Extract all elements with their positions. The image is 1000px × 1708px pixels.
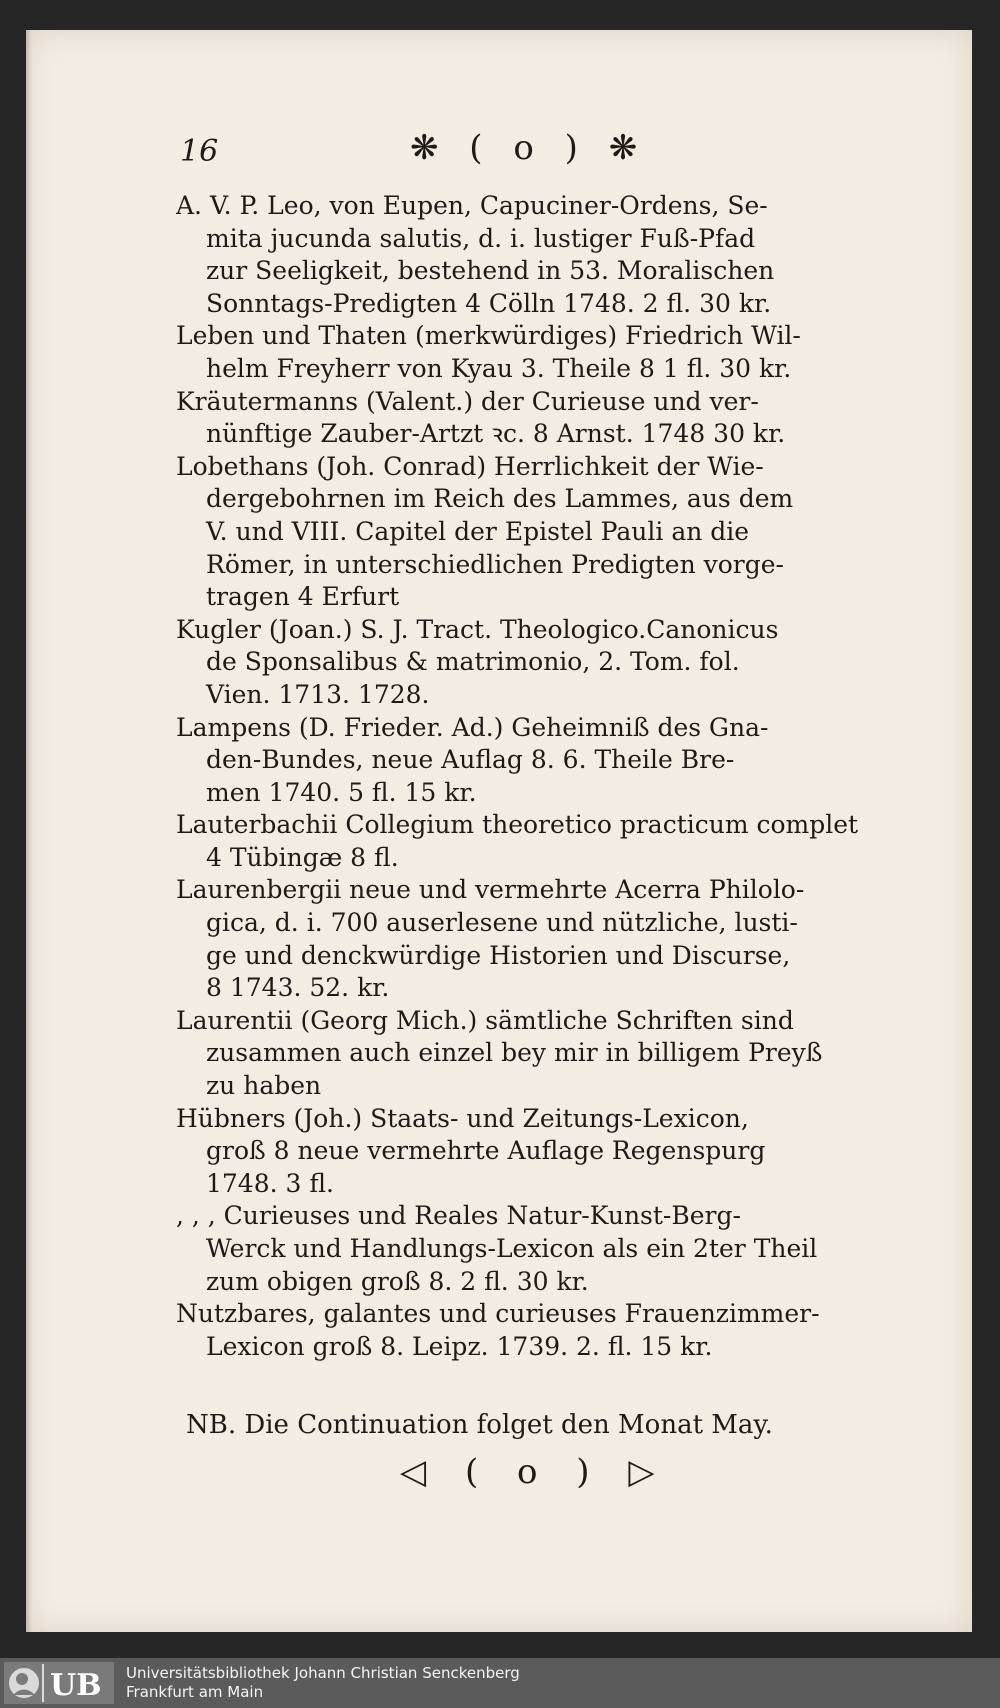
entry-line: gica, d. i. 700 auserlesene und nützliche, lusti- [206,908,798,938]
page-number: 16 [180,134,219,169]
catalog-entry-kraeutermann [176,386,866,451]
catalog-entry-kugler [176,614,866,712]
catalog-entry-frauenzimmer [176,1298,866,1363]
entry-line: Leben und Thaten (merkwürdiges) Friedrich Wil- [176,321,801,351]
ub-logo-icon [4,1662,114,1704]
catalog-entry-leo [176,190,866,320]
catalog-entries [176,190,866,1363]
entry-line: Nutzbares, galantes und curieuses Frauenzimmer- [176,1299,820,1329]
entry-line: V. und VIII. Capitel der Epistel Pauli an die [206,516,750,546]
entry-line: , , , Curieuses und Reales Natur-Kunst-Berg- [176,1201,741,1231]
library-name-line2: Frankfurt am Main [126,1683,264,1701]
library-name-line1: Universitätsbibliothek Johann Christian Senckenberg [126,1664,520,1682]
catalog-entry-laurenberg [176,874,866,1004]
entry-line: zur Seeligkeit, bestehend in 53. Moralischen [206,256,775,286]
catalog-entry-laurentius [176,1005,866,1103]
library-name [126,1664,520,1702]
entry-line: Sonntags-Predigten 4 Cölln 1748. 2 fl. 30 kr. [206,288,772,318]
entry-line: groß 8 neue vermehrte Auflage Regenspurg [206,1136,766,1166]
logo-text: UB [50,1668,102,1703]
entry-line: Lauterbachii Collegium theoretico practicum complet [176,810,859,840]
entry-line: men 1740. 5 fl. 15 kr. [206,777,477,807]
entry-line: Vien. 1713. 1728. [206,679,430,709]
entry-line: zusammen auch einzel bey mir in billigem Preyß [206,1038,823,1068]
entry-line: Lobethans (Joh. Conrad) Herrlichkeit der Wie- [176,451,764,481]
entry-line: zu haben [206,1071,322,1101]
entry-line: 8 1743. 52. kr. [206,973,390,1003]
entry-line: Kräutermanns (Valent.) der Curieuse und ver- [176,386,759,416]
entry-line: nünftige Zauber-Artzt ꝛc. 8 Arnst. 1748 30 kr. [206,419,786,449]
page-edge-shadow [26,30,32,1632]
entry-line: helm Freyherr von Kyau 3. Theile 8 1 fl. 30 kr. [206,353,792,383]
entry-line: zum obigen groß 8. 2 fl. 30 kr. [206,1266,589,1296]
entry-line: Hübners (Joh.) Staats- und Zeitungs-Lexicon, [176,1103,749,1133]
entry-line: Lampens (D. Frieder. Ad.) Geheimniß des Gna- [176,712,769,742]
footer-ornament: ◁ ( o ) ▷ [400,1452,669,1492]
entry-line: Laurenbergii neue und vermehrte Acerra Philolo- [176,875,805,905]
entry-line: A. V. P. Leo, von Eupen, Capuciner-Ordens, Se- [176,191,768,220]
header-ornament: ❋ ( o ) ❋ [410,128,648,168]
entry-line: 1748. 3 fl. [206,1168,334,1198]
entry-line: tragen 4 Erfurt [206,582,400,612]
entry-line: Lexicon groß 8. Leipz. 1739. 2. fl. 15 kr. [206,1331,713,1361]
entry-line: dergebohrnen im Reich des Lammes, aus dem [206,484,794,514]
entry-line: Kugler (Joan.) S. J. Tract. Theologico.Canonicus [176,614,779,644]
continuation-note: NB. Die Continuation folget den Monat May. [186,1410,773,1440]
entry-line: Römer, in unterschiedlichen Predigten vorge- [206,549,785,579]
catalog-entry-lampe [176,712,866,810]
library-footer-bar [0,1658,1000,1708]
entry-line: de Sponsalibus & matrimonio, 2. Tom. fol. [206,647,740,677]
catalog-entry-huebner [176,1103,866,1201]
catalog-entry-huebner-lexicon [176,1200,866,1298]
entry-line: den-Bundes, neue Auflag 8. 6. Theile Bre- [206,745,735,775]
catalog-entry-lobethan [176,451,866,614]
page-header [180,128,648,178]
catalog-entry-kyau [176,320,866,385]
entry-line: Werck und Handlungs-Lexicon als ein 2ter Theil [206,1234,818,1263]
entry-line: mita jucunda salutis, d. i. lustiger Fuß-Pfad [206,223,756,253]
entry-line: ge und denckwürdige Historien und Discurse, [206,940,791,970]
entry-line: Laurentii (Georg Mich.) sämtliche Schriften sind [176,1005,794,1035]
catalog-entry-lauterbach [176,809,866,874]
entry-line: 4 Tübingæ 8 fl. [206,842,399,872]
